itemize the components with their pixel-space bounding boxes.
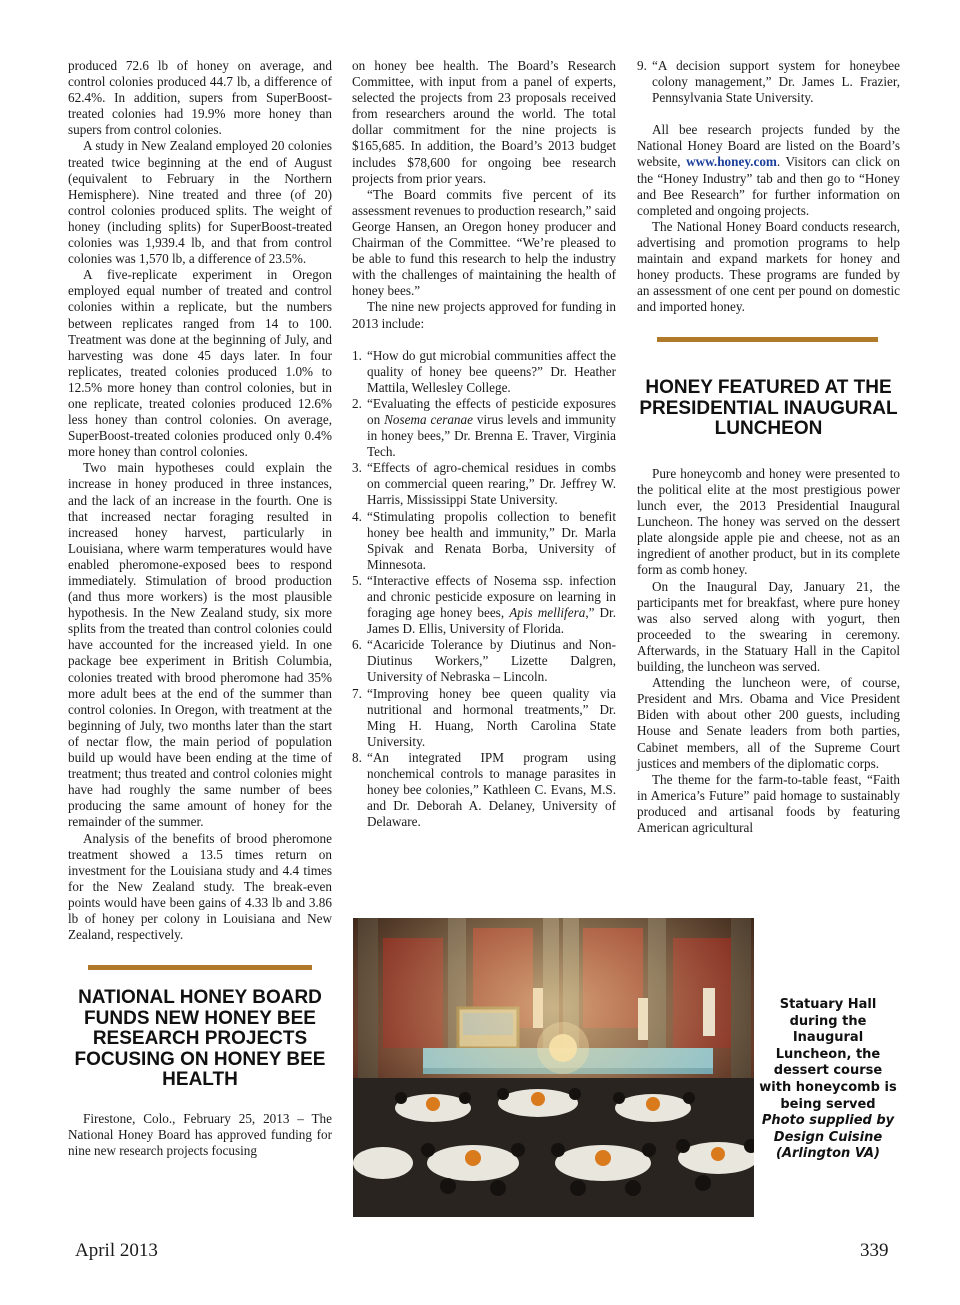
project-list-continued [637, 58, 900, 106]
body-paragraph: The theme for the farm-to-table feast, “Faith in America’s Future” paid homage to sustainably produced and artisanal foods by featuring American agricultural [637, 771, 900, 835]
list-item: 7. “Improving honey bee queen quality via nutritional and hormonal treatments,” Dr. Ming H. Huang, North Carolina State University. [352, 685, 616, 749]
list-item: 3. “Effects of agro-chemical residues in combs on commercial queen rearing,” Dr. Jeffrey W. Harris, Mississippi State University. [352, 460, 616, 508]
website-link[interactable]: www.honey.com [686, 154, 777, 170]
article-headline-inaugural: HONEY FEATURED AT THE PRESIDENTIAL INAUGURAL LUNCHEON [639, 377, 898, 440]
list-item: 9. “A decision support system for honeybee colony management,” Dr. James L. Frazier, Pennsylvania State University. [637, 58, 900, 106]
body-paragraph: on honey bee health. The Board’s Research Committee, with input from a panel of experts, selected the projects from 23 proposals received from researchers around the world. The total dollar commitment for the nine projects is $165,685. In addition, the Board’s 2013 budget includes $78,600 for ongoing bee research projects from prior years. [352, 58, 616, 186]
footer-date: April 2013 [75, 1240, 158, 1261]
column-2 [352, 58, 616, 830]
list-item: 8. “An integrated IPM program using nonchemical controls to manage parasites in honey bee colonies,” Kathleen C. Evans, M.S. and Dr. Deborah A. Delaney, University of Delaware. [352, 749, 616, 830]
photo-credit: Photo supplied by Design Cuisine (Arlington VA) [761, 1113, 895, 1162]
list-item: 1. “How do gut microbial communities affect the quality of honey bee queens?” Dr. Heather Mattila, Wellesley College. [352, 347, 616, 395]
page-number: 339 [860, 1240, 889, 1261]
list-item: 4. “Stimulating propolis collection to benefit honey bee health and immunity,” Dr. Marla Spivak and Renata Borba, University of Minnesota. [352, 508, 616, 572]
column-1 [68, 58, 332, 1159]
body-paragraph: Two main hypotheses could explain the increase in honey produced in three instances, and the lack of an increase in the fourth. One is that increased nectar foraging resulted in increased honey harvest, particularly in Louisiana, where warm temperatures would have enabled pheromone-exposed bees to respond immediately. Stimulation of brood production (and thus more workers) is the most plausible hypothesis. In the New Zealand study, six more splits from the treated than control colonies could have accounted for the increased yield. In one package bee experiment in British Columbia, colonies treated with brood pheromone had 35% more adult bees at the end of the summer than control colonies. In Oregon, with treatment at the beginning of July, two months later than the start of nectar flow, the main period of population build up would have been ending at the time of treatment; thus treated and control colonies might have had roughly the same number of bees producing the same amount of honey for the remainder of the summer. [68, 460, 332, 830]
body-paragraph: On the Inaugural Day, January 21, the participants met for breakfast, where pure honey was also served along with yogurt, then proceeded to the swearing in ceremony. Afterwards, in the Statuary Hall in the Capitol building, the luncheon was served. [637, 578, 900, 675]
body-paragraph: “The Board commits five percent of its assessment revenues to production research,” said George Hansen, an Oregon honey producer and Chairman of the Committee. “We’re pleased to be able to fund this research to help the industry with the challenges of maintaining the health of honey bees.” [352, 186, 616, 299]
column-3 [637, 58, 900, 836]
article-headline-honey-board: NATIONAL HONEY BOARD FUNDS NEW HONEY BEE RESEARCH PROJECTS FOCUSING ON HONEY BEE HEALTH [74, 987, 326, 1091]
body-paragraph: Analysis of the benefits of brood pheromone treatment showed a 13.5 times return on investment for the Louisiana study and 4.4 times for the New Zealand study. The break-even points would have been gains of 4.33 lb and 3.86 lb of honey per colony in Louisiana and New Zealand, respectively. [68, 830, 332, 943]
photo-caption: Statuary Hall during the Inaugural Luncheon, the dessert course with honeycomb is being served Photo supplied by Design Cuisine (Arlington VA) [759, 997, 897, 1162]
body-paragraph: The nine new projects approved for funding in 2013 include: [352, 299, 616, 331]
article-intro: Firestone, Colo., February 25, 2013 – The National Honey Board has approved funding for nine new research projects focusing [68, 1110, 332, 1158]
body-paragraph: A five-replicate experiment in Oregon employed equal number of treated and control colonies within a replicate, but the numbers between replicates ranged from 14 to 100. Treatment was done at the beginning of July, and harvesting was done 45 days later. In four replicates, treated colonies produced 1.0% to 12.5% more honey than control colonies, but in one replicate, treated colonies produced 12.6% less honey than control colonies. On average, SuperBoost-treated colonies produced only 0.4% more honey than control colonies. [68, 267, 332, 460]
project-list [352, 348, 616, 831]
body-paragraph: produced 72.6 lb of honey on average, and control colonies produced 44.7 lb, a difference of 62.4%. In addition, supers from SuperBoost-treated colonies had 19.9% more honey than supers from control colonies. [68, 58, 332, 138]
body-paragraph: Pure honeycomb and honey were presented to the political elite at the most prestigious power lunch ever, the 2013 Presidential Inaugural Luncheon. The honey was served on the dessert plate alongside apple pie and cheese, not as an ingredient of another product, but in its complete form as comb honey. [637, 465, 900, 578]
statuary-hall-photo [353, 918, 754, 1217]
section-divider [657, 337, 878, 342]
list-item: 2. “Evaluating the effects of pesticide exposures on Nosema ceranae virus levels and immunity in honey bees,” Dr. Brenna E. Traver, Virginia Tech. [352, 395, 617, 460]
list-item: 6. “Acaricide Tolerance by Diutinus and Non-Diutinus Workers,” Lizette Dalgren, University of Nebraska – Lincoln. [352, 637, 616, 685]
section-divider [88, 965, 312, 970]
body-paragraph: All bee research projects funded by the National Honey Board are listed on the Board’s website, www.honey.com. Visitors can click on the “Honey Industry” tab and then go to “Honey and Bee Research” for further information on completed and ongoing projects. [637, 122, 900, 218]
body-paragraph: The National Honey Board conducts research, advertising and promotion programs to help maintain and expand markets for honey and honey products. These programs are funded by an assessment of one cent per pound on domestic and imported honey. [637, 218, 900, 315]
body-paragraph: A study in New Zealand employed 20 colonies treated twice beginning at the end of August (equivalent to February in the Northern Hemisphere). Nine treated and three (of 20) control colonies produced splits. The weight of honey (including splits) for SuperBoost-treated colonies was 1,939.4 lb, and that from control colonies was 1,570 lb, a difference of 23.5%. [68, 138, 332, 267]
body-paragraph: Attending the luncheon were, of course, President and Mrs. Obama and Vice President Biden with about other 200 guests, including House and Senate leaders from both parties, Cabinet members, all of the Supreme Court justices and members of the diplomatic corps. [637, 675, 900, 771]
list-item: 5. “Interactive effects of Nosema ssp. infection and chronic pesticide exposure on learning in foraging age honey bees, Apis mellifera,” Dr. James D. Ellis, University of Florida. [352, 572, 617, 637]
